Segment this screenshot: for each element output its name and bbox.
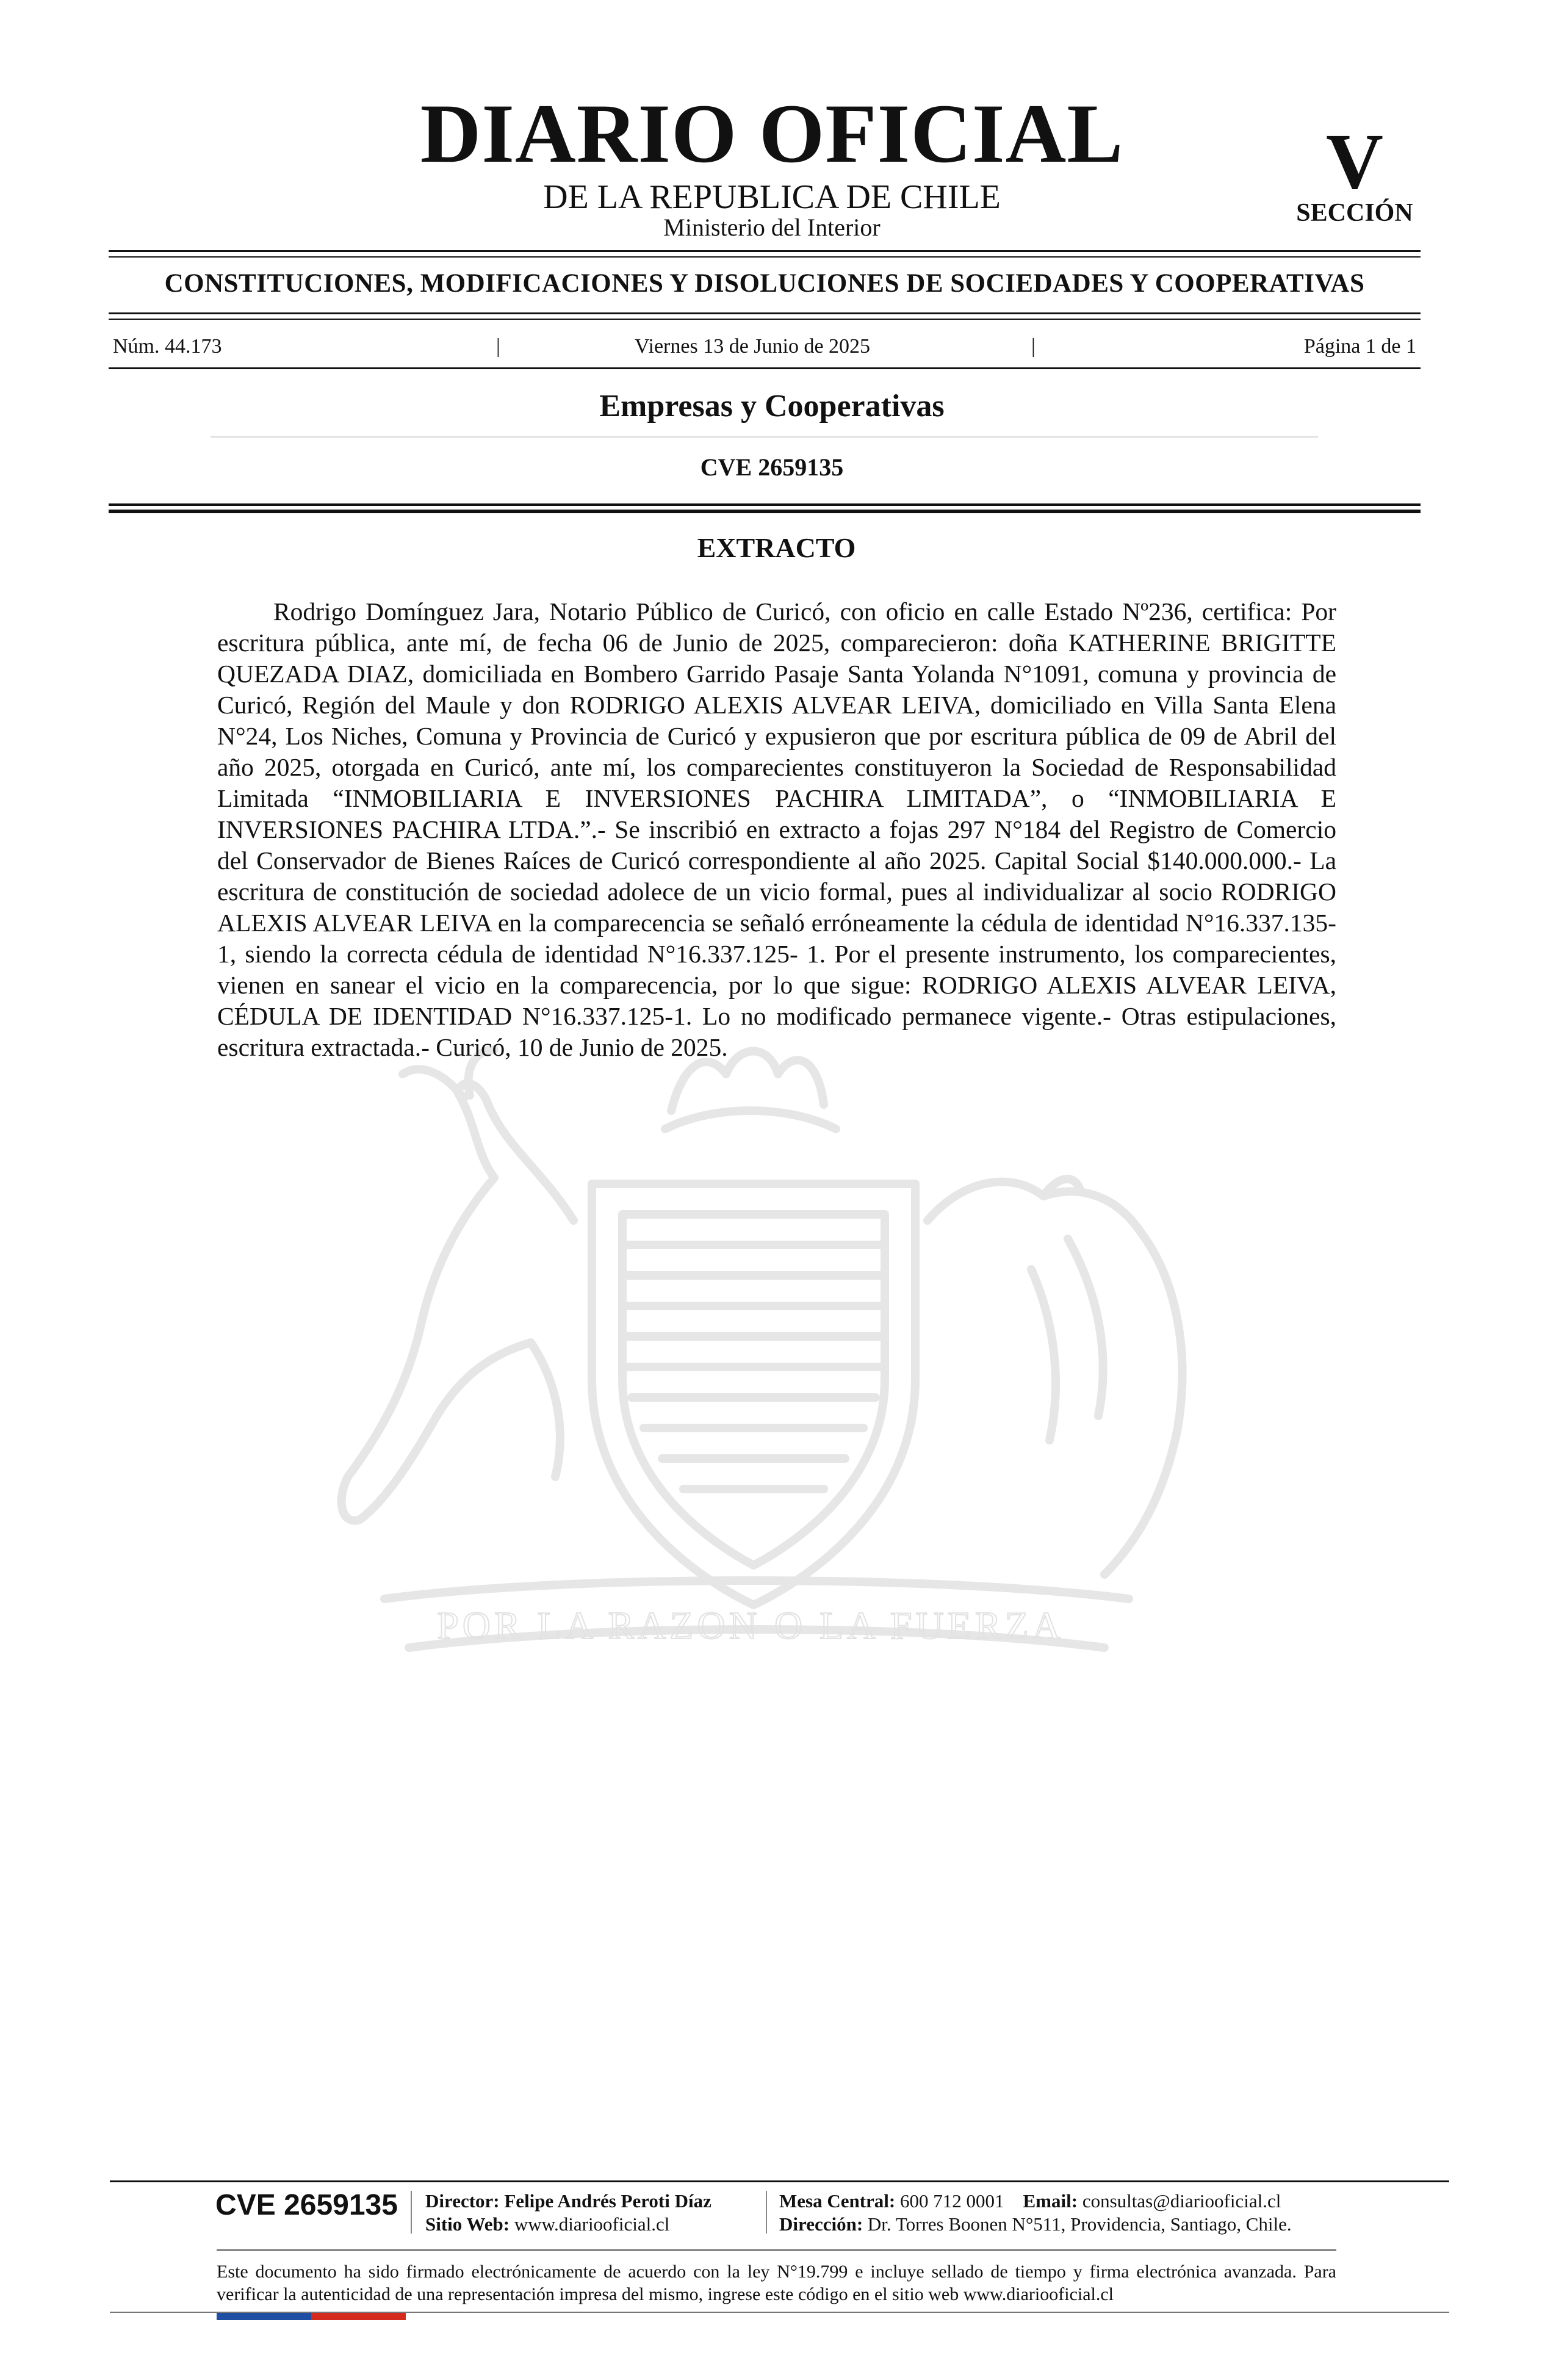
section-title: Empresas y Cooperativas <box>599 389 945 424</box>
flag-stripe-red <box>311 2313 406 2320</box>
footer-separator-1 <box>411 2191 412 2234</box>
footer-contact-block <box>779 2190 1350 2236</box>
content-rule-top <box>109 503 1421 506</box>
newspaper-subtitle: DE LA REPUBLICA DE CHILE <box>543 178 1001 216</box>
banner-rule-bottom <box>109 312 1421 314</box>
article-body: Rodrigo Domínguez Jara, Notario Público de Curicó, con oficio en calle Estado Nº236, certifica: Por escritura pública, ante mí, de fecha 06 de Junio de 2025, comparecieron: doña KATHERINE BRIGITTE QUEZADA DIAZ, domiciliada en Bombero Garrido Pasaje Santa Yolanda N°1091, comuna y provincia de Curicó, Región del Maule y don RODRIGO ALEXIS ALVEAR LEIVA, domiciliado en Villa Santa Elena N°24, Los Niches, Comuna y Provincia de Curicó y expusieron que por escritura pública de 09 de Abril del año 2025, otorgada en Curicó, ante mí, los comparecientes constituyeron la Sociedad de Responsabilidad Limitada “INMOBILIARIA E INVERSIONES PACHIRA LIMITADA”, o “INMOBILIARIA E INVERSIONES PACHIRA LTDA.”.- Se inscribió en extracto a fojas 297 N°184 del Registro de Comercio del Conservador de Bienes Raíces de Curicó correspondiente al año 2025. Capital Social $140.000.000.- La escritura de constitución de sociedad adolece de un vicio formal, pues al individualizar al socio RODRIGO ALEXIS ALVEAR LEIVA en la comparecencia se señaló erróneamente la cédula de identidad N°16.337.135-1, siendo la correcta cédula de identidad N°16.337.125- 1. Por el presente instrumento, los comparecientes, vienen en sanear el vicio en la comparecencia, por lo que sigue: RODRIGO ALEXIS ALVEAR LEIVA, CÉDULA DE IDENTIDAD N°16.337.125-1. Lo no modificado permanece vigente.- Otras estipulaciones, escritura extractada.- Curicó, 10 de Junio de 2025. <box>217 597 1336 1061</box>
footer-rule-top <box>110 2180 1449 2182</box>
issue-separator-right: | <box>1031 335 1036 358</box>
watermark-motto: POR LA RAZON O LA FUERZA <box>437 1604 1064 1647</box>
issue-separator-left: | <box>496 335 500 358</box>
issue-info-row <box>113 334 1416 359</box>
section-banner: CONSTITUCIONES, MODIFICACIONES Y DISOLUCIONES DE SOCIEDADES Y COOPERATIVAS <box>164 269 1365 298</box>
section-label: SECCIÓN <box>1296 199 1413 227</box>
website-label: Sitio Web: <box>425 2213 510 2235</box>
banner-rule-bottom-inner <box>109 319 1421 320</box>
flag-stripe-blue <box>217 2313 311 2320</box>
mesa-phone: 600 712 0001 <box>900 2190 1004 2212</box>
article-heading: EXTRACTO <box>697 532 856 563</box>
section-letter: V <box>1326 118 1383 206</box>
address-value: Dr. Torres Boonen N°511, Providencia, Santiago, Chile. <box>867 2213 1292 2235</box>
signature-notice: Este documento ha sido firmado electrónicamente de acuerdo con la ley N°19.799 e incluye sellado de tiempo y firma electrónica avanzada. Para verificar la autenticidad de una representación impresa del mismo, ingrese este código en el sitio web www.diariooficial.cl <box>217 2262 1336 2304</box>
content-rule-bottom <box>109 510 1421 513</box>
address-label: Dirección: <box>779 2213 863 2235</box>
page-indicator: Página 1 de 1 <box>1303 335 1416 358</box>
newspaper-title: DIARIO OFICIAL <box>420 87 1124 180</box>
cve-code: CVE 2659135 <box>700 453 844 481</box>
email-link[interactable]: consultas@diariooficial.cl <box>1082 2190 1281 2212</box>
mesa-label: Mesa Central: <box>779 2190 896 2212</box>
footer-separator-2 <box>766 2191 767 2234</box>
director-label: Director: <box>425 2190 500 2212</box>
footer-rule-middle <box>217 2249 1336 2251</box>
website-link[interactable]: www.diariooficial.cl <box>514 2213 670 2235</box>
footer-cve-code: CVE 2659135 <box>215 2189 398 2221</box>
director-name: Felipe Andrés Peroti Díaz <box>504 2190 711 2212</box>
ministry-label: Ministerio del Interior <box>663 214 881 241</box>
footer-director-block <box>425 2190 773 2236</box>
issue-date: Viernes 13 de Junio de 2025 <box>635 335 871 358</box>
coat-of-arms-icon <box>201 1037 1300 1684</box>
header-rule-top-inner <box>109 256 1421 258</box>
issue-rule-bottom <box>109 367 1421 369</box>
section-title-divider <box>211 436 1318 438</box>
header-rule-top <box>109 250 1421 252</box>
email-label: Email: <box>1023 2190 1078 2212</box>
issue-number: Núm. 44.173 <box>113 335 222 358</box>
